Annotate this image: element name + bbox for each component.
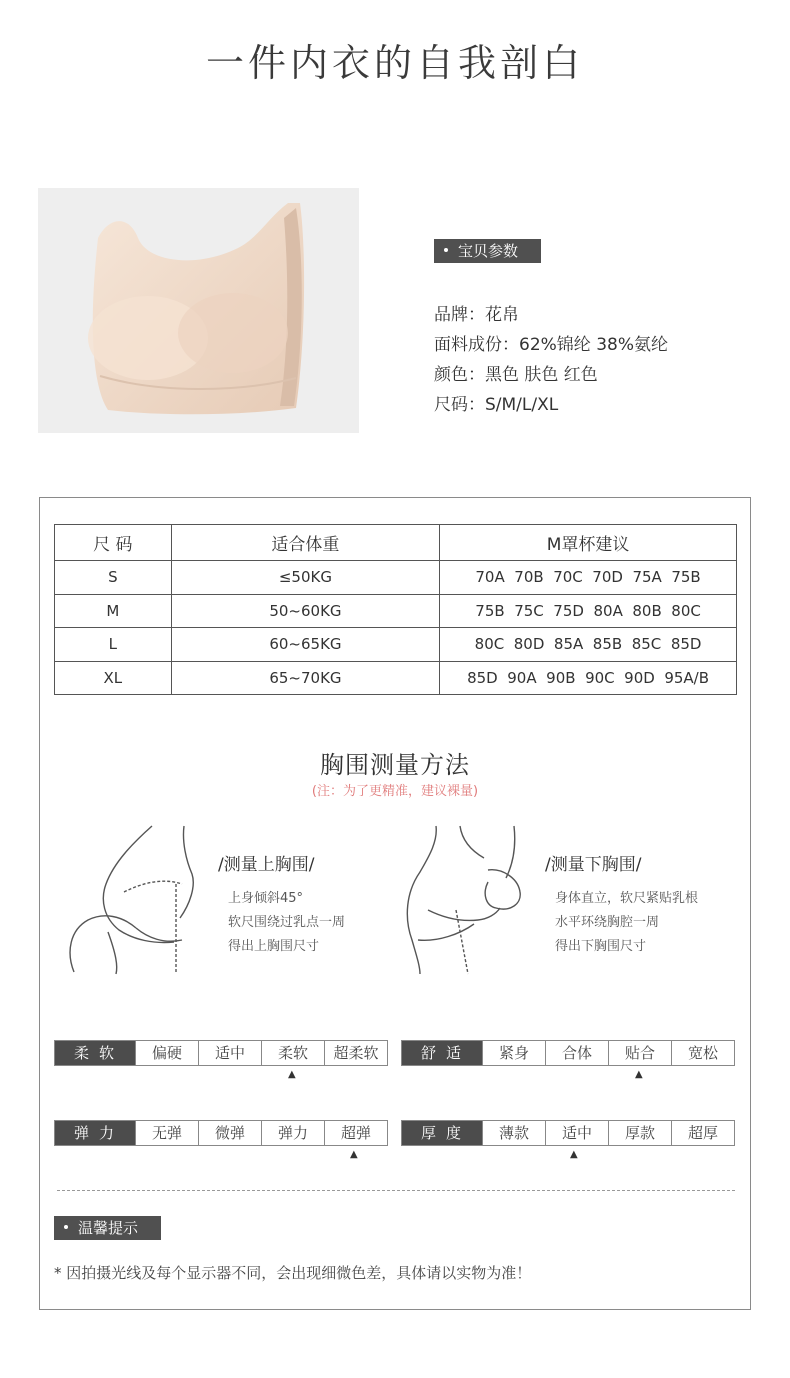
table-header: 尺 码: [55, 525, 172, 561]
table-cell: 75B 75C 75D 80A 80B 80C: [440, 594, 737, 628]
scale-label: 厚度: [402, 1121, 482, 1145]
param-color: 颜色：黑色 肤色 红色: [434, 365, 598, 385]
scale-option: 无弹: [135, 1121, 198, 1145]
scale-option: 薄款: [482, 1121, 545, 1145]
table-cell: 60~65KG: [171, 628, 439, 662]
bullet-icon: [64, 1225, 68, 1229]
comfort-scale: [401, 1040, 735, 1066]
lower-bust-illustration: [398, 822, 538, 981]
lower-bust-desc: [555, 887, 698, 959]
table-cell: L: [55, 628, 172, 662]
upper-bust-heading: /测量上胸围/: [218, 855, 315, 875]
thickness-scale: [401, 1120, 735, 1146]
lower-bust-line: 得出下胸围尺寸: [555, 939, 647, 954]
scale-label: 舒适: [402, 1041, 482, 1065]
measure-title: 胸围测量方法: [320, 751, 470, 779]
params-tag: [434, 239, 541, 263]
table-row: [55, 594, 737, 628]
scale-option: 超厚: [671, 1121, 734, 1145]
table-cell: 50~60KG: [171, 594, 439, 628]
table-row: [55, 661, 737, 695]
scale-option: 合体: [545, 1041, 608, 1065]
size-table: [54, 524, 737, 695]
thickness-indicator-icon: ▲: [570, 1149, 578, 1160]
params-list: [434, 300, 668, 420]
bra-image: [38, 188, 359, 433]
table-cell: ≤50KG: [171, 561, 439, 595]
softness-indicator-icon: ▲: [288, 1069, 296, 1080]
table-cell: 85D 90A 90B 90C 90D 95A/B: [440, 661, 737, 695]
table-header-row: [55, 525, 737, 561]
scale-option: 超弹: [324, 1121, 387, 1145]
measure-subtitle: (注：为了更精准，建议裸量): [311, 784, 479, 799]
tips-tag-label: 温馨提示: [78, 1219, 139, 1237]
color-note: * 因拍摄光线及每个显示器不同，会出现细微色差，具体请以实物为准！: [54, 1264, 532, 1282]
table-row: [55, 561, 737, 595]
param-size: 尺码：S/M/L/XL: [434, 395, 559, 415]
scale-option: 柔软: [261, 1041, 324, 1065]
divider: [57, 1190, 735, 1191]
table-cell: S: [55, 561, 172, 595]
param-fabric: 面料成份：62%锦纶 38%氨纶: [434, 335, 668, 355]
scale-option: 宽松: [671, 1041, 734, 1065]
param-brand: 品牌：花帛: [434, 305, 519, 325]
tips-tag: [54, 1216, 161, 1240]
comfort-indicator-icon: ▲: [635, 1069, 643, 1080]
params-tag-label: 宝贝参数: [458, 242, 519, 260]
product-photo: [38, 188, 359, 433]
table-header: M罩杯建议: [440, 525, 737, 561]
scale-label: 柔软: [55, 1041, 135, 1065]
lower-bust-line: 身体直立，软尺紧贴乳根: [555, 891, 699, 906]
scale-option: 适中: [198, 1041, 261, 1065]
upper-bust-illustration: [64, 822, 204, 981]
table-header: 适合体重: [171, 525, 439, 561]
bullet-icon: [444, 248, 448, 252]
table-row: [55, 628, 737, 662]
table-cell: M: [55, 594, 172, 628]
scale-option: 微弹: [198, 1121, 261, 1145]
softness-scale: [54, 1040, 388, 1066]
table-cell: 80C 80D 85A 85B 85C 85D: [440, 628, 737, 662]
elasticity-indicator-icon: ▲: [350, 1149, 358, 1160]
scale-option: 超柔软: [324, 1041, 387, 1065]
scale-option: 偏硬: [135, 1041, 198, 1065]
table-cell: 70A 70B 70C 70D 75A 75B: [440, 561, 737, 595]
scale-option: 贴合: [608, 1041, 671, 1065]
upper-bust-line: 得出上胸围尺寸: [228, 939, 320, 954]
upper-bust-desc: [228, 887, 345, 959]
elasticity-scale: [54, 1120, 388, 1146]
lower-bust-heading: /测量下胸围/: [545, 855, 642, 875]
scale-label: 弹力: [55, 1121, 135, 1145]
scale-option: 适中: [545, 1121, 608, 1145]
upper-bust-line: 软尺围绕过乳点一周: [228, 915, 346, 930]
scale-option: 厚款: [608, 1121, 671, 1145]
scale-option: 紧身: [482, 1041, 545, 1065]
table-cell: XL: [55, 661, 172, 695]
page-title: 一件内衣的自我剖白: [205, 41, 584, 85]
scale-option: 弹力: [261, 1121, 324, 1145]
lower-bust-line: 水平环绕胸腔一周: [555, 915, 660, 930]
table-cell: 65~70KG: [171, 661, 439, 695]
upper-bust-line: 上身倾斜45°: [228, 891, 304, 906]
